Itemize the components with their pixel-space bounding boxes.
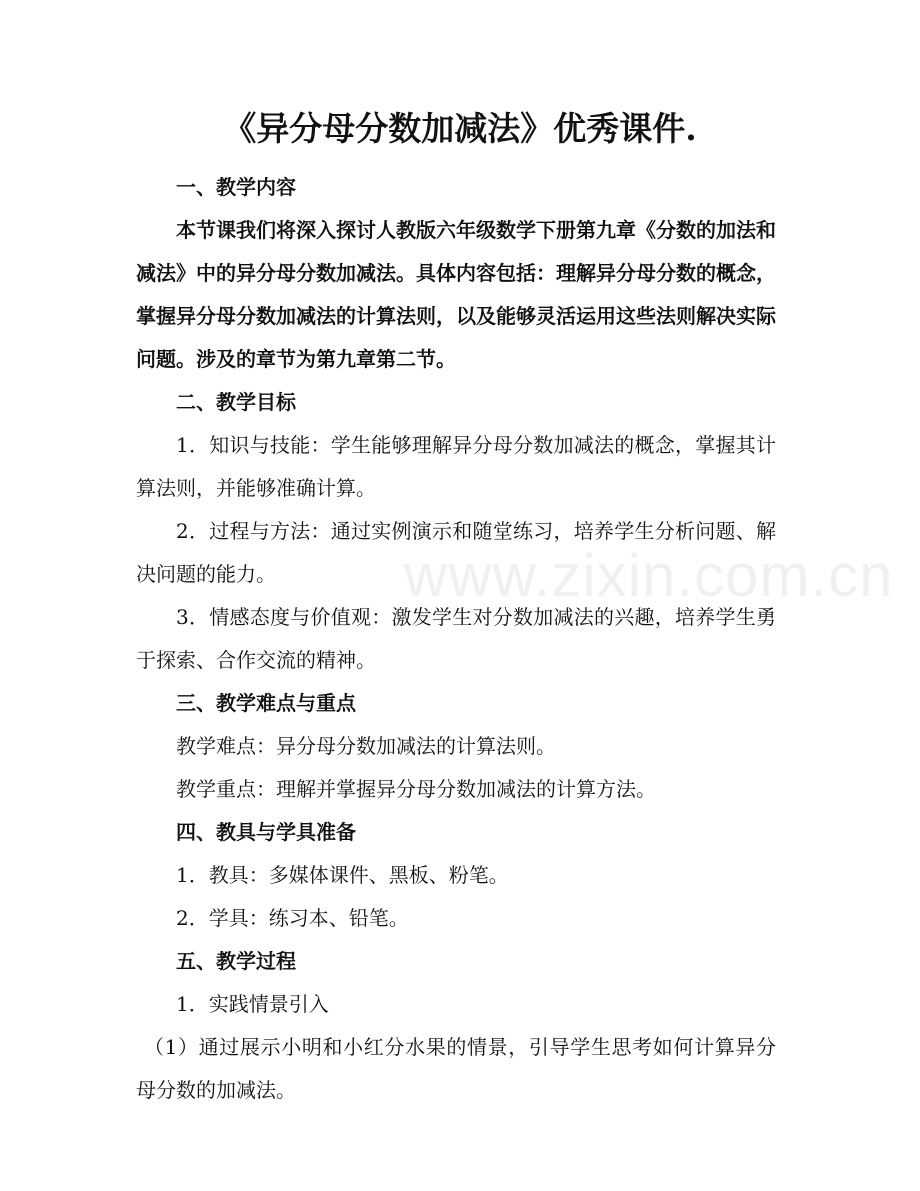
difficulty-text: 教学难点：异分母分数加减法的计算法则。 — [176, 734, 556, 758]
objective-item-1: 1．知识与技能：学生能够理解异分母分数加减法的概念，掌握其计算法则，并能够准确计算。 — [136, 433, 776, 500]
document-title: 《异分母分数加减法》优秀课件. — [223, 109, 697, 148]
process-step-1: 1．实践情景引入 — [176, 992, 329, 1016]
section-heading-4: 四、教具与学具准备 — [176, 820, 356, 844]
section-heading-2: 二、教学目标 — [176, 390, 296, 414]
learning-aids-item: 2．学具：练习本、铅笔。 — [176, 906, 409, 930]
objective-item-3: 3．情感态度与价值观：激发学生对分数加减法的兴趣，培养学生勇于探索、合作交流的精神。 — [136, 605, 776, 672]
document-body — [136, 166, 776, 1112]
section-heading-5: 五、教学过程 — [176, 949, 296, 973]
teaching-aids-item: 1．教具：多媒体课件、黑板、粉笔。 — [176, 863, 509, 887]
section-heading-1: 一、教学内容 — [176, 175, 296, 199]
paragraph-content-intro: 本节课我们将深入探讨人教版六年级数学下册第九章《分数的加法和减法》中的异分母分数加减法。具体内容包括：理解异分母分数的概念，掌握异分母分数加减法的计算法则，以及能够灵活运用这些法则解决实际问题。涉及的章节为第九章第二节。 — [136, 218, 776, 371]
watermark: www.zixin.com.cn — [404, 542, 894, 609]
process-substep-1: （1）通过展示小明和小红分水果的情景，引导学生思考如何计算异分母分数的加减法。 — [136, 1035, 776, 1102]
objective-item-2: 2．过程与方法：通过实例演示和随堂练习，培养学生分析问题、解决问题的能力。 — [136, 519, 776, 586]
key-point-text: 教学重点：理解并掌握异分母分数加减法的计算方法。 — [176, 777, 656, 801]
section-heading-3: 三、教学难点与重点 — [176, 691, 356, 715]
